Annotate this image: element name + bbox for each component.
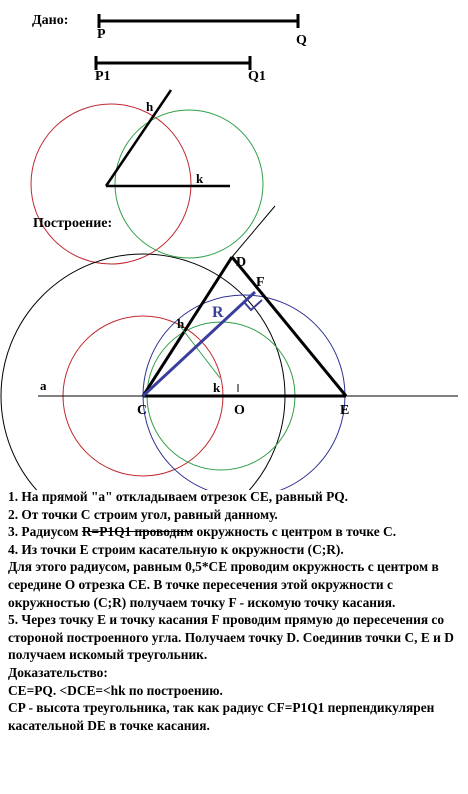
step-1: 1. На прямой "а" откладываем отрезок CE, равный PQ.	[8, 489, 349, 504]
step-3-part-1: 3. Радиусом	[8, 524, 82, 540]
label-h: h	[177, 316, 185, 331]
label-p1: P1	[95, 69, 111, 84]
label-f: F	[256, 275, 265, 290]
proof-line-1: CE=PQ. <DCE=<hk по построению.	[8, 682, 223, 698]
label-c: C	[137, 403, 148, 418]
label-e: E	[340, 403, 350, 418]
label-o: O	[234, 403, 245, 418]
side-de	[232, 257, 346, 396]
label-a: a	[40, 378, 47, 393]
label-p: P	[97, 27, 106, 42]
label-d: D	[236, 255, 247, 270]
blue-circle-o	[143, 295, 345, 490]
label-k: k	[213, 380, 221, 395]
label-r: R	[212, 304, 224, 321]
given-red-circle	[31, 104, 191, 264]
ray-h-extension	[232, 206, 275, 257]
proof-title: Доказательство:	[8, 664, 108, 680]
label-q1: Q1	[248, 69, 266, 84]
given-label-k: k	[196, 171, 204, 186]
solution-text	[8, 488, 464, 734]
step-4: 4. Из точки E строим касательную к окружности (C;R).	[8, 541, 344, 557]
circle-c-radius-ce	[1, 254, 285, 490]
label-q: Q	[296, 33, 307, 48]
proof-line-2: CP - высота треугольника, так как радиус CF=P1Q1 перпендикулярен касательной DE в точке касания.	[8, 700, 435, 733]
step-3	[8, 523, 464, 541]
given-title: Дано:	[32, 13, 69, 28]
given-green-circle	[115, 110, 263, 258]
construction-title: Построение:	[33, 216, 113, 231]
step-3-struck: R=P1Q1 проводим	[81, 524, 194, 540]
step-4-detail: Для этого радиусом, равным 0,5*CE проводим окружность с центром в середине O отрезка CE. В точке пересечения этой окружности с окружностью (C;R) получаем точку F - искомую точку касания.	[8, 559, 439, 610]
green-arc-chord	[180, 326, 220, 378]
step-5: 5. Через точку E и точку касания F проводим прямую до пересечения со стороной построенного угла. Получаем точку D. Соединив точки C, E и D получаем искомый треугольник.	[8, 612, 454, 663]
step-3-part-3: окружность с центром в точке C.	[193, 524, 397, 540]
step-2: 2. От точки C строим угол, равный данному.	[8, 506, 278, 522]
given-label-h: h	[146, 99, 154, 114]
